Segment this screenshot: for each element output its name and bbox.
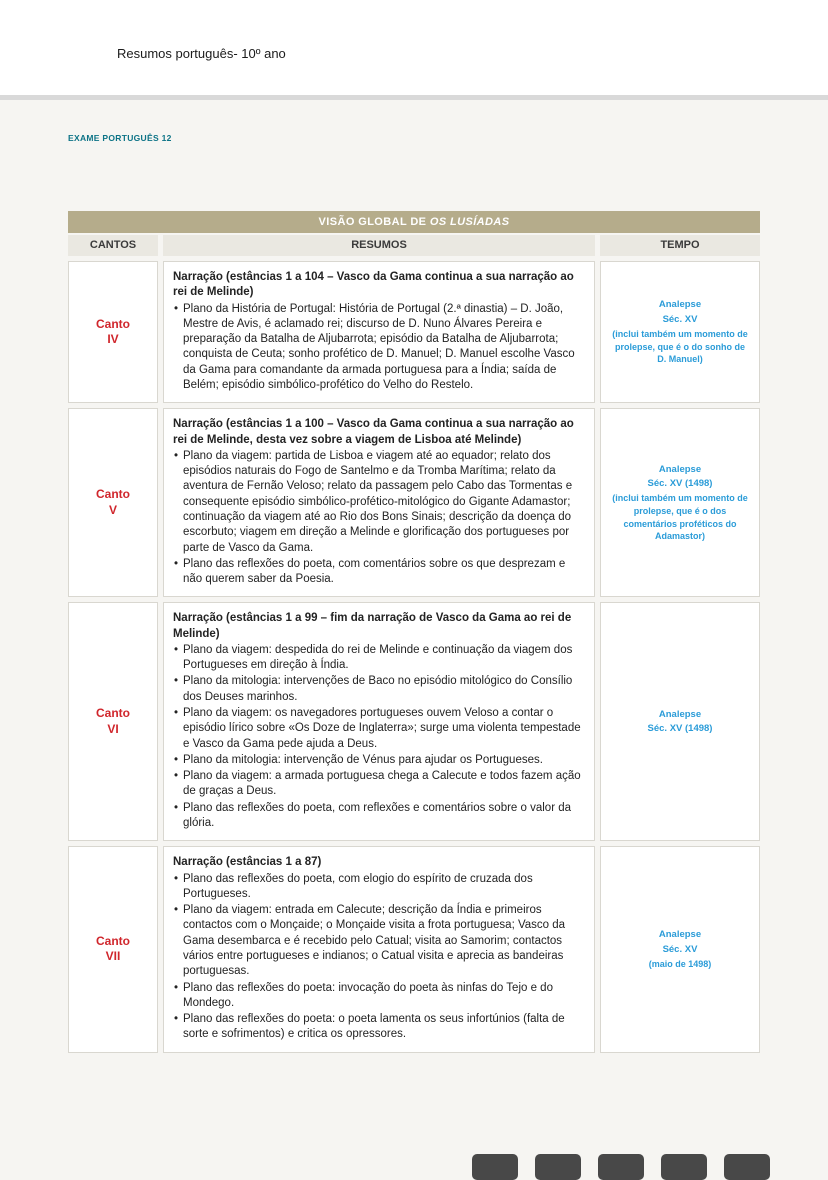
canto-cell <box>68 408 158 597</box>
tempo-cell <box>600 846 760 1052</box>
doc-title: Resumos português- 10º ano <box>117 46 286 61</box>
table-row <box>68 261 760 403</box>
tempo-cell <box>600 408 760 597</box>
resumo-bullet: • Plano da viagem: a armada portuguesa chega a Calecute e todos fazem ação de graças a Deus. <box>173 769 585 800</box>
tempo-line: Séc. XV (1498) <box>647 722 713 734</box>
tempo-line: Analepse <box>658 299 702 311</box>
canto-cell <box>68 261 158 403</box>
canto-number: VII <box>105 949 121 964</box>
column-header-cantos: CANTOS <box>68 235 158 256</box>
tempo-note: (maio de 1498) <box>648 958 712 969</box>
resumo-bullet: • Plano das reflexões do poeta, com reflexões e comentários sobre o valor da glória. <box>173 801 585 832</box>
narracao-heading: Narração (estâncias 1 a 87) <box>173 856 322 869</box>
column-header-row <box>68 235 760 256</box>
canto-cell <box>68 602 158 841</box>
resumo-bullet: • Plano das reflexões do poeta, com elogio do espírito de cruzada dos Portugueses. <box>173 872 585 903</box>
tempo-line: Analepse <box>658 463 702 475</box>
resumo-bullet: • Plano das reflexões do poeta: o poeta lamenta os seus infortúnios (falta de sorte e sofrimentos) e critica os opressores. <box>173 1012 585 1043</box>
column-header-resumos: RESUMOS <box>163 235 595 256</box>
column-header-tempo: TEMPO <box>600 235 760 256</box>
resumo-cell <box>163 261 595 403</box>
tempo-cell <box>600 261 760 403</box>
table-row <box>68 846 760 1052</box>
resumo-cell <box>163 846 595 1052</box>
canto-number: V <box>108 502 117 517</box>
narracao-heading: Narração (estâncias 1 a 104 – Vasco da Gama continua a sua narração ao rei de Melinde) <box>173 271 574 299</box>
tempo-line: Séc. XV (1498) <box>647 478 713 490</box>
canto-word: Canto <box>96 487 130 502</box>
toolbar-button[interactable] <box>661 1154 707 1180</box>
table-title-italic: OS LUSÍADAS <box>429 216 510 228</box>
tempo-line: Séc. XV <box>662 943 698 955</box>
resumo-bullet: • Plano das reflexões do poeta: invocação do poeta às ninfas do Tejo e do Mondego. <box>173 981 585 1012</box>
tempo-line: Séc. XV <box>662 313 698 325</box>
toolbar-button[interactable] <box>598 1154 644 1180</box>
canto-word: Canto <box>96 933 130 948</box>
resumo-cell <box>163 408 595 597</box>
narracao-heading: Narração (estâncias 1 a 100 – Vasco da Gama continua a sua narração ao rei de Melinde, desta vez sobre a viagem de Lisboa até Melinde) <box>173 418 574 446</box>
toolbar-button[interactable] <box>535 1154 581 1180</box>
resumo-bullet: • Plano da História de Portugal: História de Portugal (2.ª dinastia) – D. João, Mestre de Avis, é aclamado rei; discurso de D. Nuno Álvares Pereira e preparação da Batalha de Aljubarrota; episódio da Batalha de Aljubarrota; conquista de Ceuta; sonho profético de D. Manuel; D. Manuel escolhe Vasco da Gama para comandante da armada portuguesa para a Índia; saída de Belém; episódio simbólico-profético do Velho do Restelo. <box>173 302 585 394</box>
canto-word: Canto <box>96 706 130 721</box>
narracao-heading: Narração (estâncias 1 a 99 – fim da narração de Vasco da Gama ao rei de Melinde) <box>173 612 572 640</box>
resumo-bullet: • Plano da viagem: partida de Lisboa e viagem até ao equador; relato dos episódios naturais do Fogo de Santelmo e da Tromba Marítima; relato da aventura de Fernão Veloso; relato da passagem pelo Cabo das Tormentas e consequente episódio simbólico-profético-mitológico do Gigante Adamastor; continuação da viagem até ao Rio dos Bons Sinais; descrição da doença do escorbuto; viagem em direção a Melinde e glorificação dos portugueses por parte de Vasco da Gama. <box>173 449 585 556</box>
top-strip <box>0 0 828 95</box>
resumo-bullet: • Plano da viagem: os navegadores portugueses ouvem Veloso a contar o episódio lírico sobre «Os Doze de Inglaterra»; surge uma violenta tempestade e Vasco da Gama pede ajuda a Deus. <box>173 706 585 752</box>
resumo-bullet: • Plano da mitologia: intervenção de Vénus para ajudar os Portugueses. <box>173 753 585 768</box>
tempo-note: (inclui também um momento de prolepse, que é o do sonho de D. Manuel) <box>612 328 748 365</box>
canto-cell <box>68 846 158 1052</box>
tempo-cell <box>600 602 760 841</box>
canto-number: VI <box>107 721 119 736</box>
viewer-bottom-toolbar <box>472 1154 770 1180</box>
canto-word: Canto <box>96 316 130 331</box>
visao-global-table <box>68 211 760 1053</box>
toolbar-button[interactable] <box>724 1154 770 1180</box>
toolbar-button[interactable] <box>472 1154 518 1180</box>
resumo-bullet: • Plano da viagem: despedida do rei de Melinde e continuação da viagem dos Portugueses em direção à Índia. <box>173 643 585 674</box>
resumo-bullet: • Plano das reflexões do poeta, com comentários sobre os que desprezam e não querem saber da Poesia. <box>173 557 585 588</box>
resumo-bullet: • Plano da mitologia: intervenções de Baco no episódio mitológico do Consílio dos Deuses marinhos. <box>173 674 585 705</box>
tempo-note: (inclui também um momento de prolepse, que é o dos comentários proféticos do Adamastor) <box>612 493 748 542</box>
tempo-line: Analepse <box>658 929 702 941</box>
resumo-cell <box>163 602 595 841</box>
table-row <box>68 602 760 841</box>
canto-number: IV <box>107 332 119 347</box>
table-title-prefix: VISÃO GLOBAL DE <box>318 216 430 228</box>
table-row <box>68 408 760 597</box>
exam-brand-label: EXAME PORTUGUÊS 12 <box>68 133 172 143</box>
table-title <box>68 211 760 233</box>
resumo-bullet: • Plano da viagem: entrada em Calecute; descrição da Índia e primeiros contactos com o Monçaide; o Monçaide visita a frota portuguesa; Vasco da Gama desembarca e é recebido pelo Catual; visita ao Samorim; contactos vários entre portugueses e indianos; o Catual visita e aprecia as bandeiras portuguesas. <box>173 903 585 979</box>
page-divider <box>0 95 828 100</box>
tempo-line: Analepse <box>658 708 702 720</box>
